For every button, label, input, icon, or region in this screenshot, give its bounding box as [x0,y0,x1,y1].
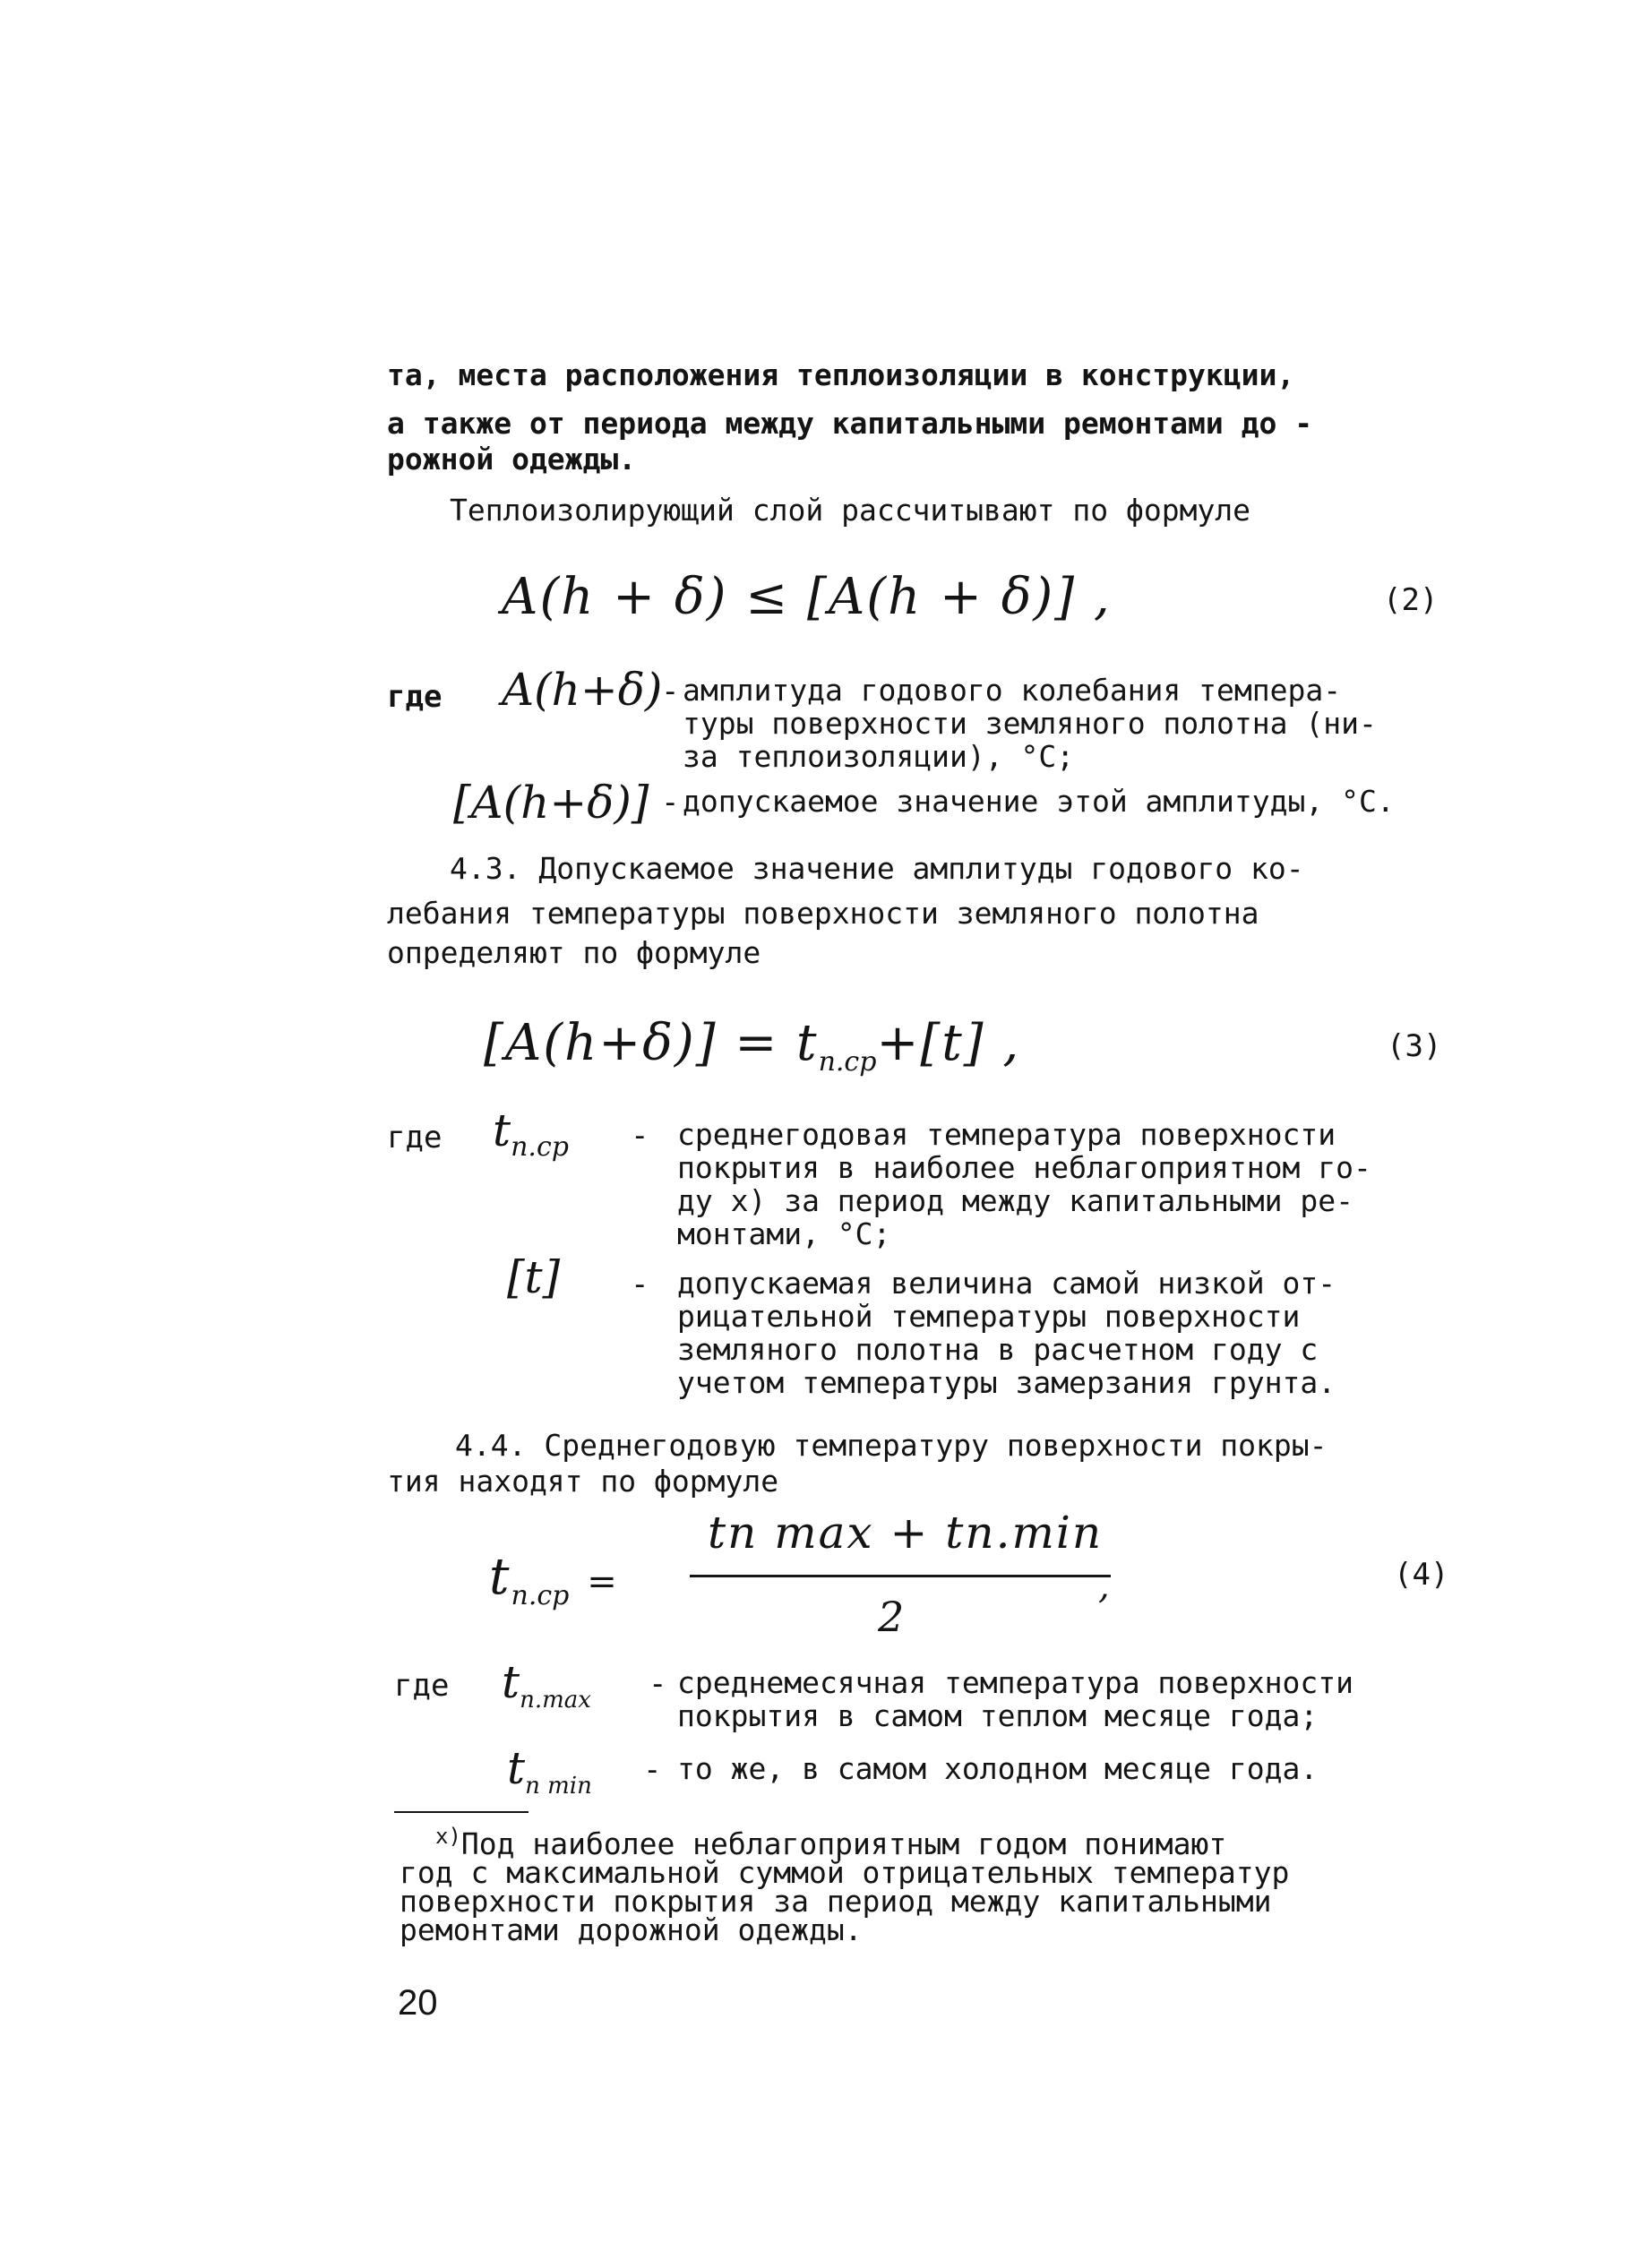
formula-3-rhs: +[t] , [876,1014,1021,1072]
formula-3-lhs: [A(h+δ)] = t [484,1014,819,1072]
where3-desc-1-line-3: ду x) за период между капитальными ре- [677,1183,1354,1218]
where4-symbol-1 [502,1655,591,1727]
formula-4-denominator: 2 [878,1593,907,1641]
formula-4-eq: = [587,1561,619,1602]
footnote [400,1822,1289,1945]
formula-3 [484,1012,1020,1094]
formula-4-number: (4) [1394,1557,1449,1593]
formula-3-number: (3) [1387,1028,1442,1064]
where-label-3: где [387,1120,443,1155]
where3-desc-2-line-2: рицательной температуры поверхности [677,1299,1301,1334]
where2-symbol-2: [A(h+δ)] [453,777,649,829]
footnote-rule [394,1811,529,1813]
where3-symbol-1-sub: п.ср [511,1131,569,1163]
section-4-4 [387,1426,1328,1501]
formula-4-tail: , [1098,1566,1112,1607]
where3-desc-2-line-1: допускаемая величина самой низкой от- [677,1266,1336,1301]
formula-4-numerator: tп max + tп.min [708,1507,1104,1559]
where4-symbol-2-sub: п min [525,1773,592,1800]
where2-desc-1-line-2: туры поверхности земляного полотна (ни- [683,706,1377,741]
where3-symbol-1 [493,1104,569,1174]
where2-dash-2: - [661,785,680,820]
intro-paragraph [387,358,1312,477]
formula-2: A(h + δ) ≤ [A(h + δ)] , [502,568,1112,626]
where3-desc-2-line-3: земляного полотна в расчетном году с [677,1332,1319,1367]
where2-dash-1: - [661,674,680,709]
where3-symbol-1-main: t [493,1104,511,1156]
where4-desc-2-line-1: то же, в самом холодном месяце года. [677,1751,1319,1786]
where3-desc-2 [677,1267,1336,1399]
where2-desc-1-line-1: амплитуда годового колебания темпера- [683,673,1342,708]
section-4-3-line-2: лебания температуры поверхности земляного полотна [387,896,1259,931]
where2-symbol-1: A(h+δ) [502,664,663,716]
where4-desc-1 [677,1666,1354,1732]
formula-4-fraction-bar [690,1575,1111,1577]
where3-dash-1: - [631,1118,649,1154]
where3-desc-1-line-1: среднегодовая температура поверхности [677,1117,1336,1152]
where3-dash-2: - [631,1267,649,1302]
where4-symbol-1-main: t [502,1656,520,1708]
where2-desc-2-line-1: допускаемое значение этой амплитуды, °С. [683,784,1395,819]
where4-dash-1: - [649,1666,667,1702]
where3-symbol-2: [t] [507,1251,561,1303]
where-label-2: где [387,679,443,715]
formula-4-lhs-main: t [489,1548,511,1606]
page-number: 20 [398,1983,438,2023]
where4-desc-1-line-1: среднемесячная температура поверхности [677,1665,1354,1700]
footnote-line-4: ремонтами дорожной одежды. [400,1912,863,1947]
intro-line-1: та, места расположения теплоизоляции в конструкции, [387,357,1295,392]
formula-3-sub: п.ср [818,1046,877,1078]
formula-4-lhs [489,1546,619,1628]
footnote-mark: x) [435,1824,461,1849]
where4-symbol-2 [507,1741,592,1813]
section-4-4-line-1: 4.4. Среднегодовую температуру поверхности покры- [455,1428,1328,1463]
where4-desc-1-line-2: покрытия в самом теплом месяце года; [677,1698,1319,1733]
footnote-line-3: поверхности покрытия за период между капитальными [400,1884,1272,1919]
section-4-4-line-2: тия находят по формуле [387,1464,779,1499]
formula-4-lhs-sub: п.ср [511,1580,570,1612]
formula2-intro: Теплоизолирующий слой рассчитывают по формуле [450,493,1251,528]
section-4-3-line-1: 4.3. Допускаемое значение амплитуды годового ко- [450,851,1304,886]
where2-desc-1-line-3: за теплоизоляции), °С; [683,739,1075,774]
where2-desc-2 [683,785,1395,818]
where2-desc-1 [683,674,1377,773]
footnote-line-1: $^{x)}$Под наиболее неблагоприятным годом понимают [435,1824,1227,1861]
footnote-line-2: год с максимальной суммой отрицательных температур [400,1855,1290,1890]
intro-line-3: рожной одежды. [387,442,637,477]
intro-line-2: а также от периода между капитальными ремонтами до - [387,406,1313,441]
where4-desc-2 [677,1752,1318,1785]
where-label-4: где [394,1668,450,1704]
where4-dash-2: - [643,1752,662,1788]
where3-desc-1-line-2: покрытия в наиболее неблагоприятном го- [677,1150,1371,1185]
where4-symbol-1-sub: п.max [520,1687,591,1714]
section-4-3-line-3: определяют по формуле [387,935,761,970]
formula-2-number: (2) [1383,582,1439,618]
where3-desc-2-line-4: учетом температуры замерзания грунта. [677,1365,1336,1400]
where4-symbol-2-main: t [507,1742,526,1794]
where3-desc-1-line-4: монтами, °С; [677,1216,891,1251]
section-4-3 [387,849,1304,973]
where3-desc-1 [677,1118,1371,1250]
